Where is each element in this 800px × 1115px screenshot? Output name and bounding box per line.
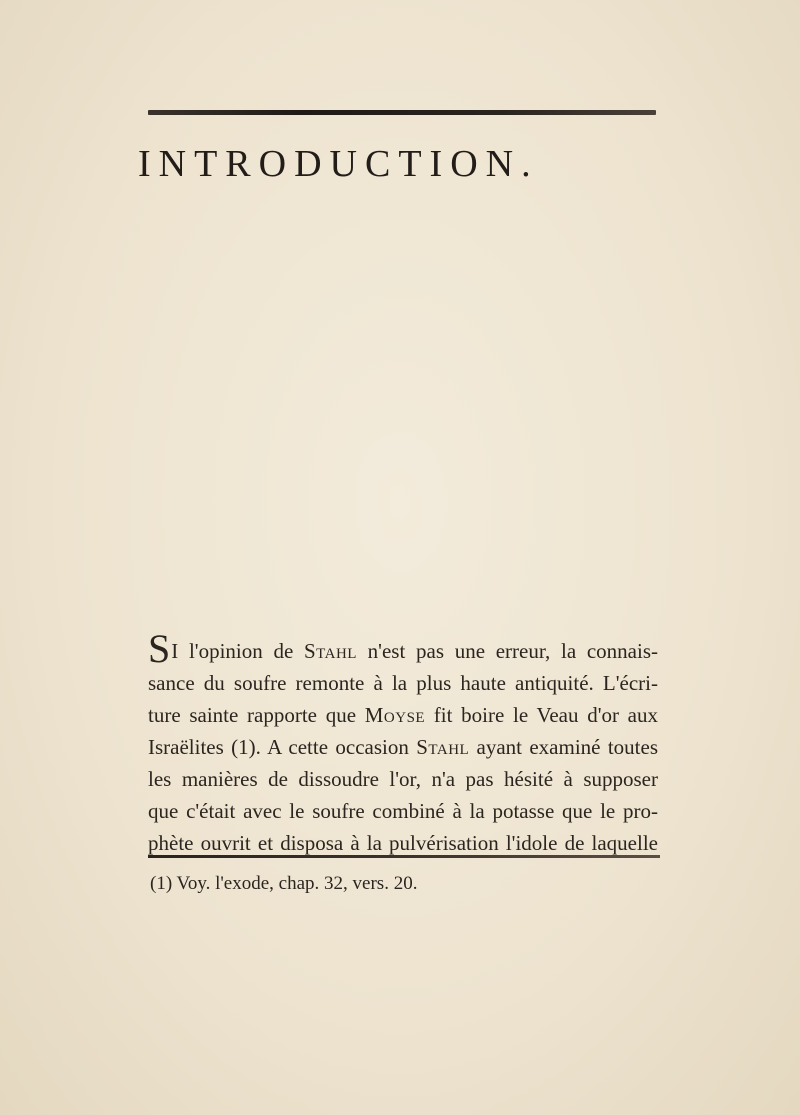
header-rule xyxy=(148,110,656,115)
text-line-2 xyxy=(148,667,658,699)
author-name: Stahl xyxy=(304,639,357,663)
text-segment: I l'opinion de xyxy=(171,639,304,663)
body-paragraph xyxy=(148,626,658,859)
page-title: INTRODUCTION. xyxy=(138,143,539,185)
text-segment: fit boire le Veau d'or aux xyxy=(425,703,658,727)
text-segment: sance du soufre remonte à la plus haute antiquité. L'écri- xyxy=(148,671,658,695)
text-segment: phète ouvrit et disposa à la pulvérisation l'idole de laquelle xyxy=(148,831,658,855)
text-line-1 xyxy=(148,626,658,671)
person-name: Moyse xyxy=(364,703,426,727)
text-segment: les manières de dissoudre l'or, n'a pas hésité à supposer xyxy=(148,767,658,791)
author-name: Stahl xyxy=(416,735,470,759)
text-segment: Israëlites (1). A cette occasion xyxy=(148,735,417,759)
text-line-4 xyxy=(148,731,658,763)
text-segment: n'est pas une erreur, la connais- xyxy=(356,639,658,663)
text-segment: que c'était avec le soufre combiné à la potasse que le pro- xyxy=(148,799,658,823)
text-line-3 xyxy=(148,699,658,731)
footnote-rule xyxy=(148,855,660,858)
footnote: (1) Voy. l'exode, chap. 32, vers. 20. xyxy=(150,873,418,894)
text-line-5 xyxy=(148,763,658,795)
text-segment: ture sainte rapporte que xyxy=(148,703,365,727)
drop-cap: S xyxy=(148,626,171,671)
text-line-6 xyxy=(148,795,658,827)
text-segment: ayant examiné toutes xyxy=(469,735,658,759)
